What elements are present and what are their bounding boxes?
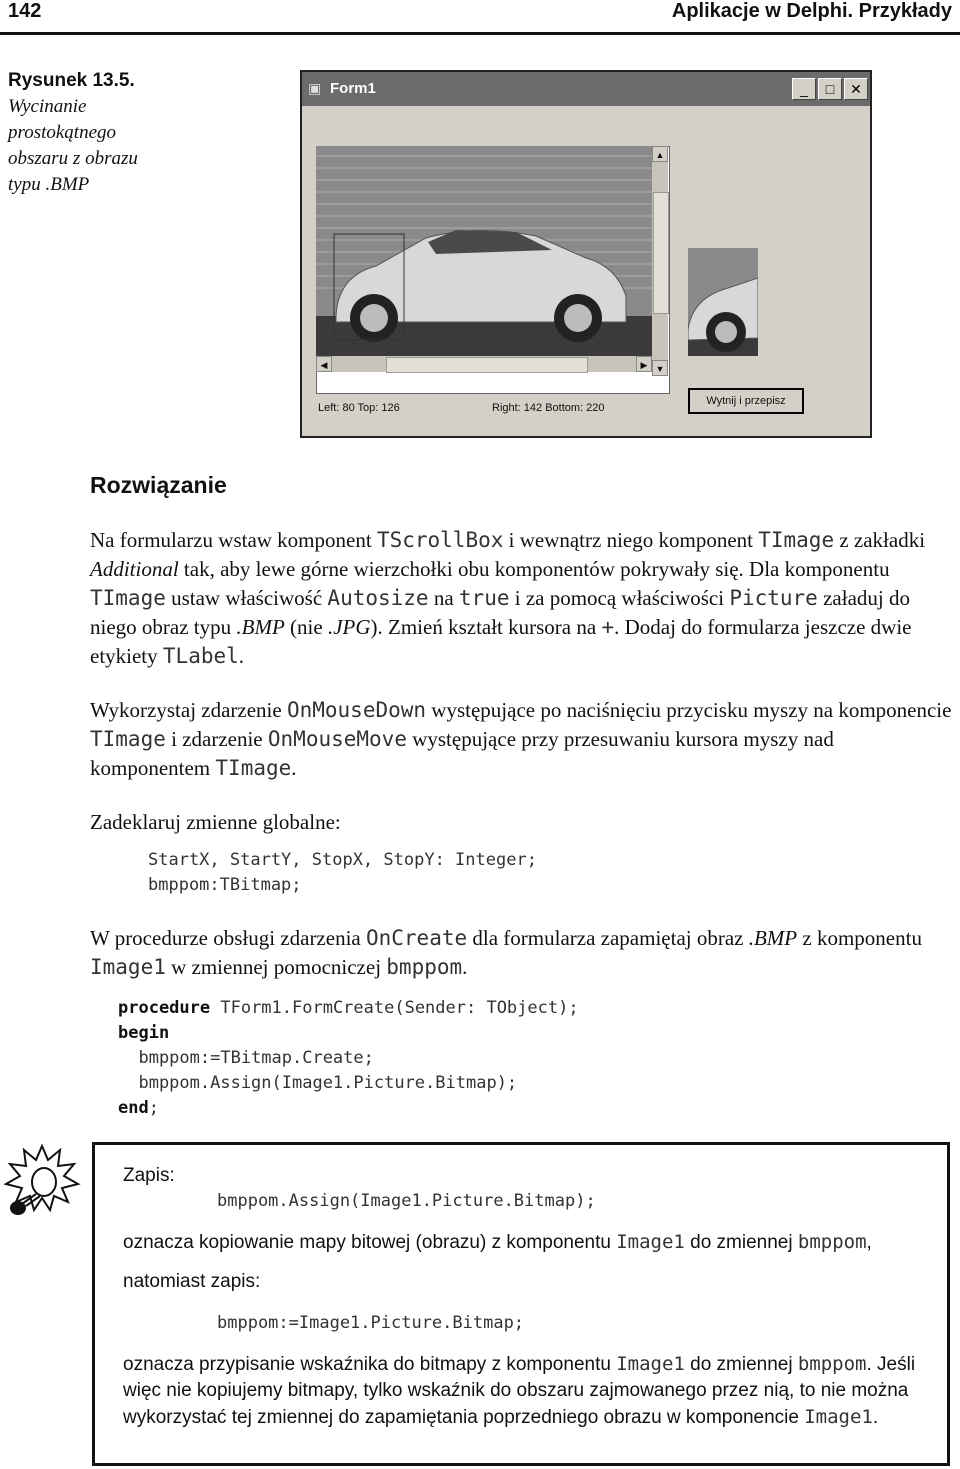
- lightbulb-icon: [2, 1140, 82, 1220]
- header-rule: [0, 32, 960, 35]
- horizontal-scroll-thumb[interactable]: [386, 357, 588, 373]
- app-icon: ▣: [308, 80, 322, 96]
- form-window-screenshot: [300, 70, 872, 438]
- car-image[interactable]: [316, 146, 652, 356]
- label-right-bottom: Right: 142 Bottom: 220: [492, 402, 605, 414]
- paragraph-globals: Zadeklaruj zmienne globalne:: [90, 810, 341, 834]
- vertical-scroll-thumb[interactable]: [653, 192, 669, 314]
- window-titlebar: [302, 72, 870, 106]
- code-declarations: StartX, StartY, StopX, StopY: Integer; bmppom:TBitmap;: [148, 850, 537, 895]
- cropped-image: [688, 248, 758, 356]
- code-procedure: procedure TForm1.FormCreate(Sender: TObject); begin bmppom:=TBitmap.Create; bmppom.Assign(Image1.Picture.Bitmap); end;: [118, 998, 579, 1118]
- note-box: [92, 1142, 950, 1466]
- book-title: Aplikacje w Delphi. Przykłady: [671, 0, 952, 22]
- note-text-4: oznacza przypisanie wskaźnika do bitmapy z komponentu Image1 do zmiennej bmppom. Jeśli więc nie kopiujemy bitmapy, tylko wskaźnik do obszaru zajmowanego przez nią, to nie można wykorzystać tej zmiennej do zapamiętania poprzedniego obrazu w komponencie Image1.: [123, 1353, 916, 1428]
- section-title: Rozwiązanie: [90, 472, 227, 498]
- paragraph-events: Wykorzystaj zdarzenie OnMouseDown występujące po naciśnięciu przycisku myszy na komponencie TImage i zdarzenie OnMouseMove występujące przy przesuwaniu kursora myszy nad komponentem TImage.: [90, 698, 952, 780]
- vertical-scrollbar[interactable]: [652, 146, 668, 376]
- label-left-top: Left: 80 Top: 126: [318, 402, 400, 414]
- scroll-left-arrow[interactable]: ◀: [316, 356, 332, 372]
- figure-caption: Wycinanie prostokątnego obszaru z obrazu typu .BMP: [8, 96, 138, 195]
- scroll-down-arrow[interactable]: ▼: [652, 360, 668, 376]
- scroll-up-arrow[interactable]: ▲: [652, 146, 668, 162]
- note-text-2: oznacza kopiowanie mapy bitowej (obrazu) z komponentu Image1 do zmiennej bmppom,: [123, 1231, 872, 1253]
- horizontal-scrollbar[interactable]: [316, 356, 652, 372]
- minimize-button[interactable]: _: [792, 78, 816, 100]
- note-code-assign: bmppom.Assign(Image1.Picture.Bitmap);: [217, 1191, 596, 1211]
- paragraph-solution-1: Na formularzu wstaw komponent TScrollBox i wewnątrz niego komponent TImage z zakładki Additional tak, aby lewe górne wierzchołki obu komponentów pokrywały się. Dla komponentu TImage ustaw właściwość Autosize na true i za pomocą właściwości Picture załaduj do niego obraz typu .BMP (nie .JPG). Zmień kształt kursora na +. Dodaj do formularza jeszcze dwie etykiety TLabel.: [90, 528, 926, 668]
- maximize-button[interactable]: □: [818, 78, 842, 100]
- note-text-1: Zapis:: [123, 1165, 175, 1186]
- paragraph-oncreate: W procedurze obsługi zdarzenia OnCreate dla formularza zapamiętaj obraz .BMP z komponentu Image1 w zmiennej pomocniczej bmppom.: [90, 926, 922, 979]
- note-code-pointer: bmppom:=Image1.Picture.Bitmap;: [217, 1313, 525, 1333]
- page-number: 142: [8, 0, 42, 22]
- figure-label: Rysunek 13.5.: [8, 70, 135, 91]
- window-title: Form1: [330, 80, 376, 97]
- cut-and-copy-button[interactable]: Wytnij i przepisz: [688, 388, 804, 414]
- close-button[interactable]: ✕: [844, 78, 868, 100]
- note-text-3: natomiast zapis:: [123, 1271, 261, 1292]
- scroll-right-arrow[interactable]: ▶: [636, 356, 652, 372]
